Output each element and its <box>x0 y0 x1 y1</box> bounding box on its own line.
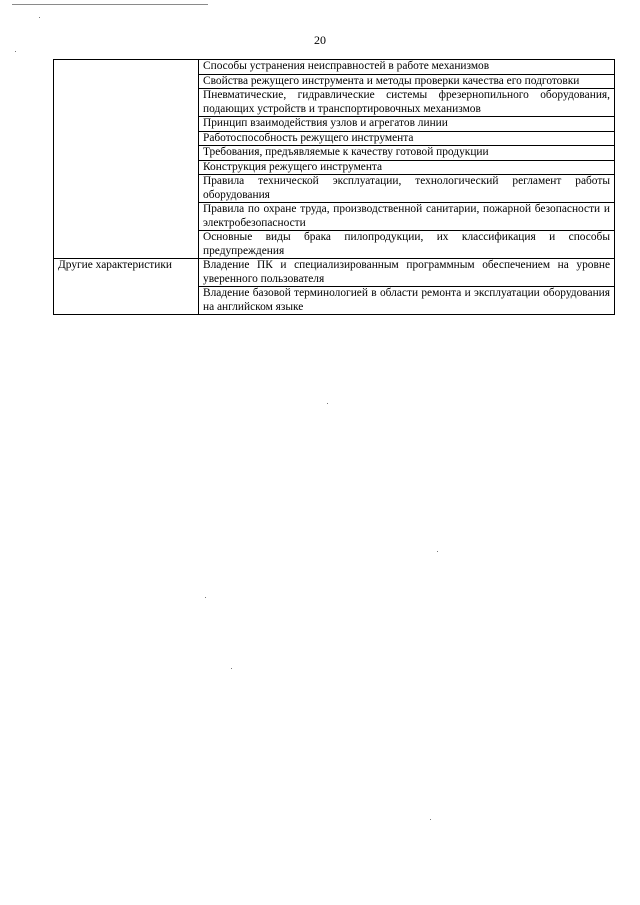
scan-speck <box>231 668 232 669</box>
item-cell: Пневматические, гидравлические системы фрезернопильного оборудования, подающих устройств и транспортировочных механизмов <box>199 89 615 117</box>
page-number: 20 <box>314 33 326 47</box>
scan-speck <box>15 51 16 52</box>
category-cell <box>54 60 199 259</box>
requirements-table <box>53 59 615 315</box>
scan-speck <box>39 17 40 18</box>
item-cell: Требования, предъявляемые к качеству готовой продукции <box>199 146 615 161</box>
scan-artifact-line <box>12 4 208 5</box>
item-cell: Правила по охране труда, производственной санитарии, пожарной безопасности и электробезопасности <box>199 203 615 231</box>
scan-speck <box>327 403 328 404</box>
scan-speck <box>430 819 431 820</box>
item-cell: Принцип взаимодействия узлов и агрегатов линии <box>199 117 615 132</box>
category-cell: Другие характеристики <box>54 259 199 315</box>
table-row <box>54 60 615 75</box>
item-cell: Правила технической эксплуатации, технологический регламент работы оборудования <box>199 175 615 203</box>
scan-speck <box>437 551 438 552</box>
item-cell: Свойства режущего инструмента и методы проверки качества его подготовки <box>199 74 615 89</box>
table-row <box>54 259 615 287</box>
item-cell: Работоспособность режущего инструмента <box>199 131 615 146</box>
scan-speck <box>205 597 206 598</box>
item-cell: Способы устранения неисправностей в работе механизмов <box>199 60 615 75</box>
item-cell: Владение базовой терминологией в области ремонта и эксплуатации оборудования на английском языке <box>199 287 615 315</box>
item-cell: Конструкция режущего инструмента <box>199 160 615 175</box>
item-cell: Владение ПК и специализированным программным обеспечением на уровне уверенного пользователя <box>199 259 615 287</box>
item-cell: Основные виды брака пилопродукции, их классификация и способы предупреждения <box>199 231 615 259</box>
